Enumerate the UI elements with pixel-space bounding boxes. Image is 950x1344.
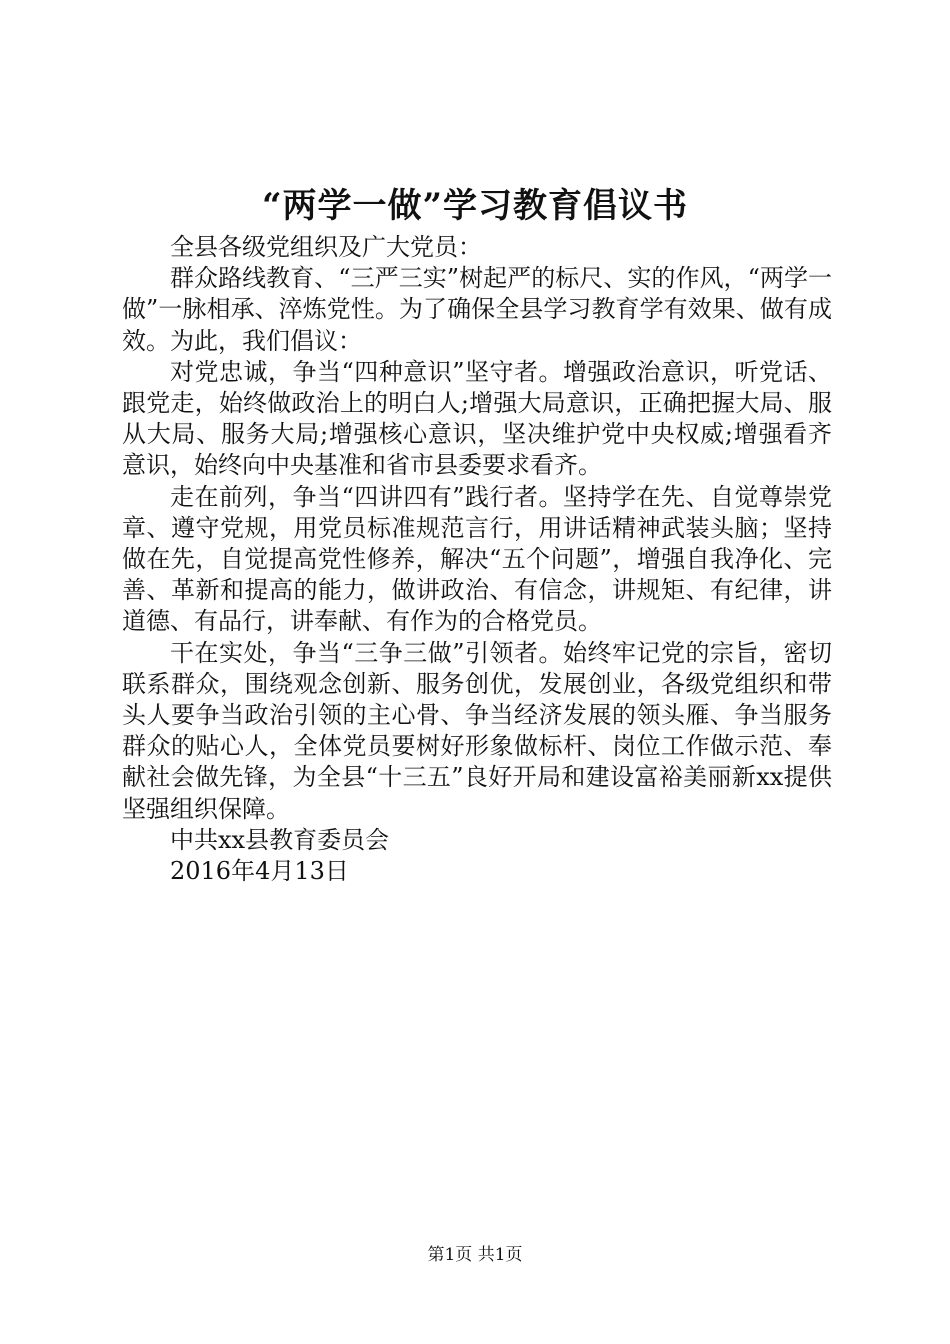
document-title: “两学一做”学习教育倡议书 xyxy=(261,186,689,226)
date: 2016年4月13日 xyxy=(170,857,349,886)
page-indicator: 第1页 共1页 xyxy=(427,1245,523,1265)
paragraph-1: 群众路线教育、“三严三实”树起严的标尺、实的作风，“两学一做”一脉相承、淬炼党性。为了确保全县学习教育学有效果、做有成效。为此，我们倡议： xyxy=(122,264,832,355)
paragraph-2: 对党忠诚，争当“四种意识”坚守者。增强政治意识，听党话、跟党走，始终做政治上的明白人;增强大局意识，正确把握大局、服从大局、服务大局;增强核心意识，坚决维护党中央权威;增强看齐意识，始终向中央基准和省市县委要求看齐。 xyxy=(122,357,832,480)
signature: 中共xx县教育委员会 xyxy=(170,825,390,854)
document-body xyxy=(122,232,832,887)
paragraph-3: 走在前列，争当“四讲四有”践行者。坚持学在先、自觉尊崇党章、遵守党规，用党员标准规范言行，用讲话精神武装头脑；坚持做在先，自觉提高党性修养，解决“五个问题”，增强自我净化、完善、革新和提高的能力，做讲政治、有信念，讲规矩、有纪律，讲道德、有品行，讲奉献、有作为的合格党员。 xyxy=(122,482,832,636)
salutation: 全县各级党组织及广大党员： xyxy=(170,233,482,261)
paragraph-4: 干在实处，争当“三争三做”引领者。始终牢记党的宗旨，密切联系群众，围绕观念创新、服务创优，发展创业，各级党组织和带头人要争当政治引领的主心骨、争当经济发展的领头雁、争当服务群众的贴心人，全体党员要树好形象做标杆、岗位工作做示范、奉献社会做先锋，为全县“十三五”良好开局和建设富裕美丽新xx提供坚强组织保障。 xyxy=(122,638,832,823)
